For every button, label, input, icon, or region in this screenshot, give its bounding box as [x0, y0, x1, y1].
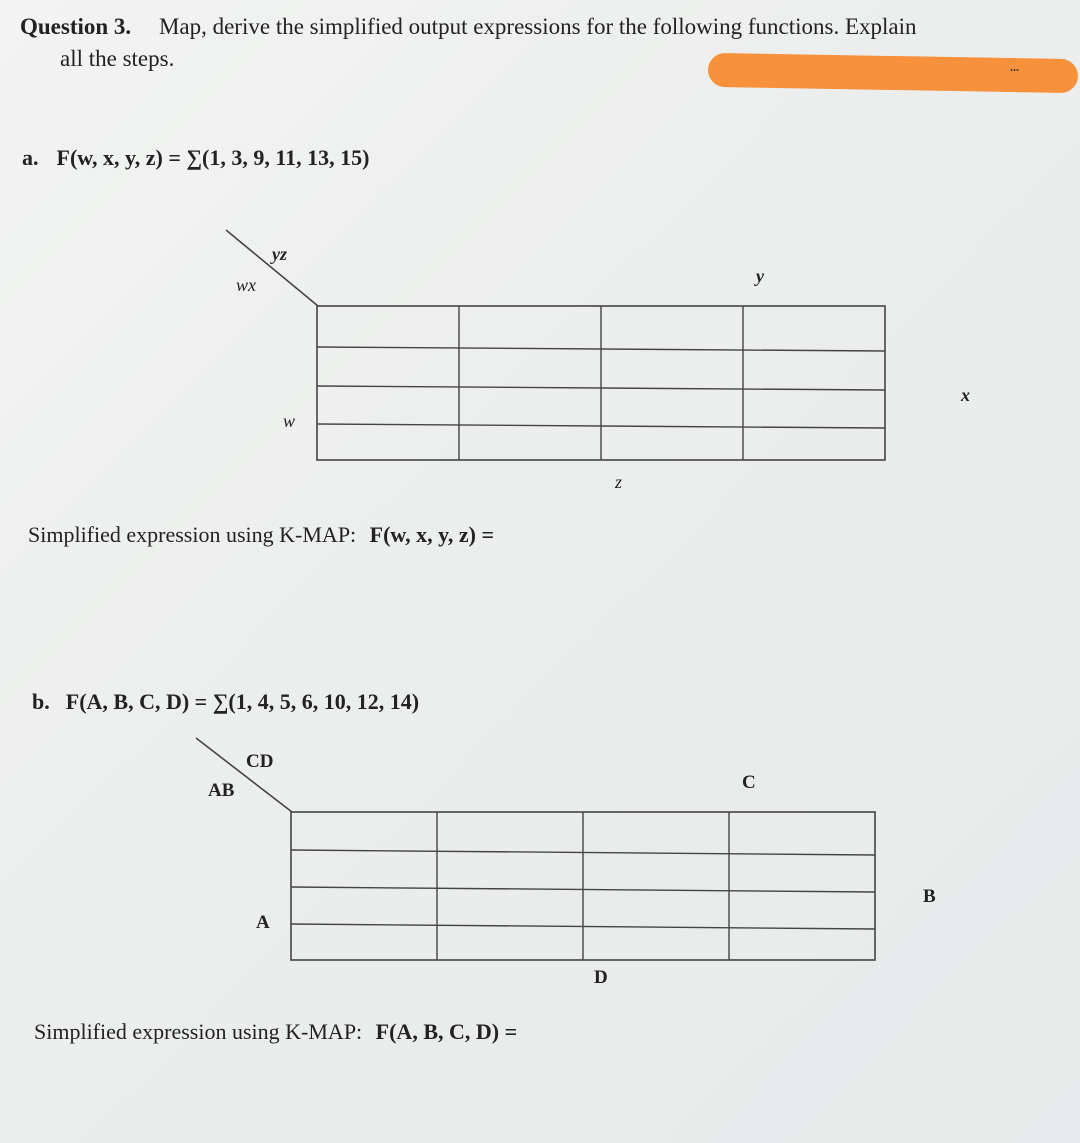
part-b-simplified-prefix: Simplified expression using K-MAP:	[34, 1019, 363, 1044]
kmap-a-top-label: y	[756, 266, 764, 286]
kmap-b-right-label: B	[923, 886, 936, 907]
kmap-b-left-label: A	[256, 912, 270, 933]
part-a-label: a.	[22, 145, 39, 170]
question-text-line2: all the steps.	[60, 46, 175, 71]
kmap-a-col-var: yz	[272, 244, 287, 264]
kmap-a-left-label: w	[283, 411, 296, 431]
part-b-label: b.	[32, 689, 50, 714]
question-number: Question 3.	[20, 14, 132, 39]
kmap-b-grid	[291, 812, 875, 960]
part-b-simplified-func: F(A, B, C, D) =	[375, 1019, 518, 1044]
part-b-simplified-line	[34, 1019, 517, 1045]
redacted-text-fragment: ...	[1010, 60, 1019, 74]
kmap-b-col-var: CD	[246, 751, 274, 772]
part-a-simplified-prefix: Simplified expression using K-MAP:	[28, 522, 357, 547]
kmap-a-row-var: wx	[236, 275, 256, 295]
part-b-heading	[32, 689, 419, 715]
kmap-a-grid	[317, 306, 885, 460]
part-a-function: F(w, x, y, z) = ∑(1, 3, 9, 11, 13, 15)	[56, 145, 370, 170]
kmap-a-bottom-label: z	[615, 472, 623, 492]
part-a-simplified-line	[28, 522, 494, 548]
question-text-line1: Map, derive the simplified output expressions for the following functions. Explain	[158, 14, 917, 39]
kmap-b-bottom-label: D	[594, 967, 608, 988]
kmap-a-right-label: x	[961, 385, 970, 405]
part-a-simplified-func: F(w, x, y, z) =	[369, 522, 495, 547]
kmap-b-top-label: C	[742, 772, 756, 793]
part-b-function: F(A, B, C, D) = ∑(1, 4, 5, 6, 10, 12, 14)	[65, 689, 420, 714]
kmap-b-row-var: AB	[208, 780, 235, 801]
